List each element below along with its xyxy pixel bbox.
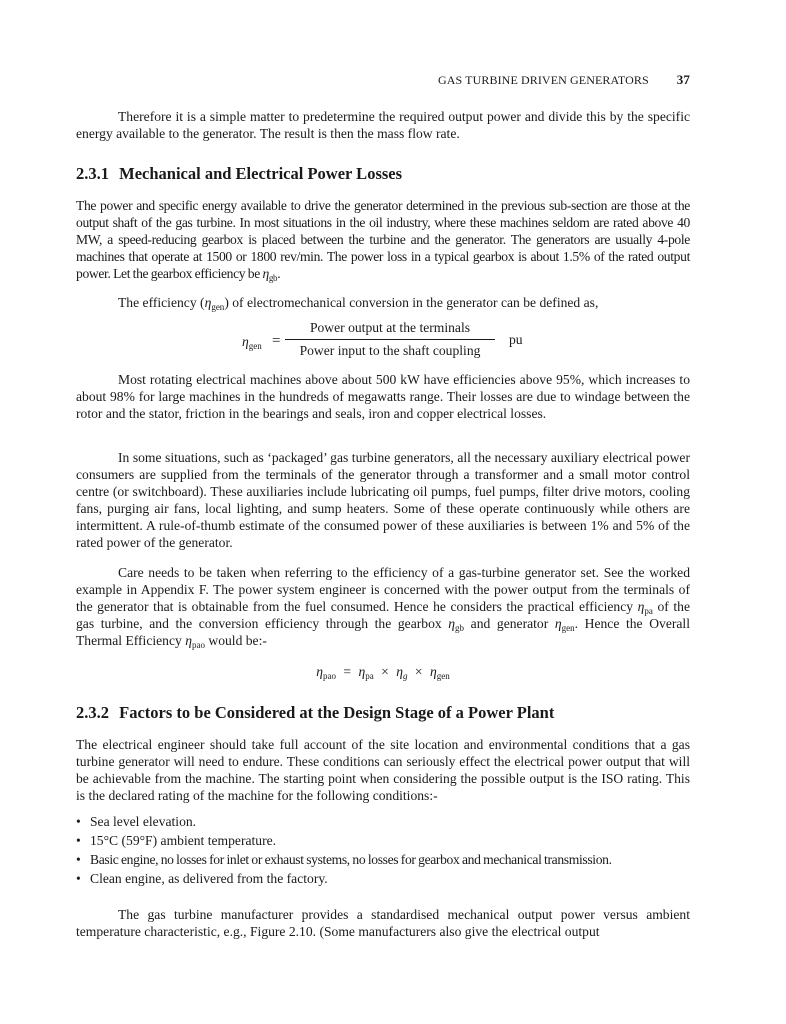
fraction-numerator: Power output at the terminals <box>285 320 495 340</box>
eta-symbol: η <box>637 599 645 614</box>
paragraph-text: The efficiency ( <box>118 295 205 310</box>
eta-subscript: pao <box>191 640 205 650</box>
eta-symbol: η <box>242 334 249 349</box>
eta-subscript: pa <box>644 606 653 616</box>
section-number: 2.3.2 <box>76 703 109 722</box>
eta-subscript: gen <box>248 341 262 351</box>
fraction-denominator: Power input to the shaft coupling <box>299 343 481 358</box>
paragraph-text: The power and specific energy available to drive the generator determined in the previous sub-section are those at the output shaft of the gas turbine. In most situations in the oil industry, where these machines seldom are rated above 40 MW, a speed-reducing gearbox is placed between the turbine and the generator. The generators are usually 4-pole machines that operate at 1500 or 1800 rev/min. The power loss in a typical gearbox is about 1.5% of the rated output power. Let the gearbox efficiency be <box>76 198 690 281</box>
times-sign: × <box>381 664 389 679</box>
paragraph-machine-efficiency: Most rotating electrical machines above about 500 kW have efficiencies above 95%, which increases to about 98% for large machines in the hundreds of megawatts range. Their losses are due to windage between the rotor and the stator, friction in the bearings and seals, iron and copper electrical losses. <box>76 372 690 421</box>
eta-symbol: η <box>204 295 212 310</box>
eta-symbol: η <box>185 633 192 648</box>
eta-symbol: η <box>554 616 562 631</box>
running-title: GAS TURBINE DRIVEN GENERATORS <box>437 73 649 87</box>
eta-symbol: η <box>448 616 456 631</box>
equals-sign: = <box>272 333 281 349</box>
list-item: • Sea level elevation. <box>76 812 690 831</box>
equation-overall-efficiency <box>76 664 690 680</box>
paragraph-manufacturer-characteristic: The gas turbine manufacturer provides a standardised mechanical output power versus ambient temperature characteristic, e.g., Figure 2.10. (Some manufacturers also give the electrical output <box>76 907 690 939</box>
eta-subscript: gen <box>436 671 450 681</box>
eta-subscript: g <box>402 671 408 681</box>
eta-symbol: η <box>429 664 437 679</box>
paragraph-text: . Hence the Overall Thermal Efficiency <box>76 616 690 648</box>
section-number: 2.3.1 <box>76 164 109 183</box>
section-heading-2-3-1 <box>76 164 690 184</box>
equation-lhs <box>242 334 262 350</box>
list-item: • Clean engine, as delivered from the factory. <box>76 869 690 888</box>
equation-efficiency <box>76 320 690 360</box>
eta-subscript: gen <box>561 623 575 633</box>
paragraph-gearbox <box>76 197 690 282</box>
times-sign: × <box>414 664 423 679</box>
paragraph-efficiency-def <box>76 294 690 311</box>
list-item: • Basic engine, no losses for inlet or exhaust systems, no losses for gearbox and mechanical transmission. <box>76 850 690 869</box>
list-item: • 15°C (59°F) ambient temperature. <box>76 831 690 850</box>
section-title: Mechanical and Electrical Power Losses <box>119 164 403 183</box>
eta-symbol: η <box>316 664 324 679</box>
paragraph-overall-efficiency <box>76 564 690 649</box>
fraction <box>285 320 495 359</box>
eta-subscript: pao <box>323 671 337 681</box>
running-header <box>438 72 690 88</box>
eta-symbol: η <box>262 266 269 281</box>
paragraph-auxiliaries: In some situations, such as ‘packaged’ gas turbine generators, all the necessary auxiliary electrical power consumers are supplied from the terminals of the generator through a transformer and a small motor control centre (or switchboard). These auxiliaries include lubricating oil pumps, fuel pumps, filter drive motors, cooling fans, purging air fans, local lighting, and sump heaters. Some of these operate continuously while others are intermittent. A rule-of-thumb estimate of the consumed power of these auxiliaries is between 1% and 5% of the rated power of the generator. <box>76 450 690 550</box>
paragraph-text: of the gas turbine, and the conversion efficiency through the gearbox <box>76 599 690 631</box>
paragraph-site-conditions: The electrical engineer should take full account of the site location and environmental conditions that a gas turbine generator will need to endure. These conditions can seriously effect the electrical power output that will be achievable from the machine. The starting point when considering the possible output is the ISO rating. This is the declared rating of the machine for the following conditions:- <box>76 737 690 803</box>
eta-subscript: gb <box>268 273 278 283</box>
eta-subscript: pa <box>365 671 374 681</box>
section-heading-2-3-2 <box>76 703 690 723</box>
page-number: 37 <box>676 72 690 87</box>
intro-paragraph: Therefore it is a simple matter to predetermine the required output power and divide this by the specific energy available to the generator. The result is then the mass flow rate. <box>76 109 690 141</box>
paragraph-text: and generator <box>470 616 549 631</box>
section-title: Factors to be Considered at the Design Stage of a Power Plant <box>119 703 555 722</box>
equals-sign: = <box>343 664 352 679</box>
eta-subscript: gen <box>211 302 225 312</box>
paragraph-text: Care needs to be taken when referring to the efficiency of a gas-turbine generator set. See the worked example in Appendix F. The power system engineer is concerned with the power output from the terminals of the generator that is obtainable from the fuel consumed. Hence he considers the practical efficiency <box>76 565 690 614</box>
paragraph-text: would be:- <box>208 633 267 648</box>
iso-conditions-list <box>76 812 690 888</box>
equation-unit: pu <box>509 332 523 347</box>
eta-subscript: gb <box>455 623 465 633</box>
paragraph-text: . <box>277 266 281 281</box>
eta-symbol: η <box>396 664 403 679</box>
eta-symbol: η <box>358 664 366 679</box>
paragraph-text: ) of electromechanical conversion in the generator can be defined as, <box>224 295 599 310</box>
